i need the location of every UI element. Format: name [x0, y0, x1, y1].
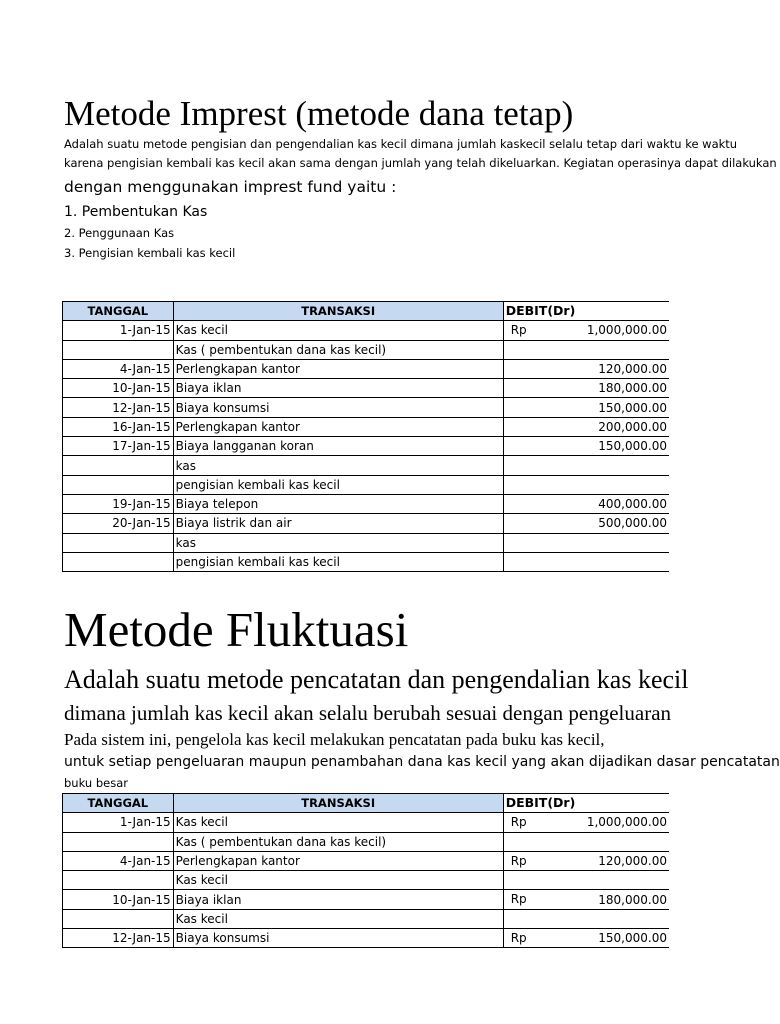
- debit-amount: 150,000.00: [598, 439, 667, 454]
- table-row: [63, 417, 670, 436]
- cell-tanggal: [63, 533, 174, 552]
- cell-debit: [503, 929, 669, 948]
- table-row: [63, 909, 670, 928]
- imprest-step-2: 2. Penggunaan Kas: [64, 226, 175, 240]
- fluktuasi-desc-line-1: Adalah suatu metode pencatatan dan pengendalian kas kecil: [64, 665, 689, 694]
- cell-tanggal: [63, 552, 174, 571]
- table-row: [63, 340, 670, 359]
- cell-transaksi: Kas kecil: [173, 321, 503, 340]
- fluktuasi-desc-line-5: buku besar: [64, 776, 128, 790]
- currency-label: Rp: [510, 323, 527, 338]
- debit-amount: 120,000.00: [598, 362, 667, 377]
- imprest-desc-line-1: Adalah suatu metode pengisian dan pengendalian kas kecil dimana jumlah kaskecil selalu tetap dari waktu ke waktu: [64, 137, 738, 151]
- cell-debit: [503, 552, 669, 571]
- table-row: [63, 321, 670, 340]
- cell-tanggal: [63, 871, 174, 890]
- cell-transaksi: Biaya iklan: [173, 890, 503, 909]
- debit-amount: 200,000.00: [598, 419, 667, 434]
- cell-transaksi: Kas kecil: [173, 909, 503, 928]
- cell-debit: [503, 340, 669, 359]
- cell-transaksi: Perlengkapan kantor: [173, 417, 503, 436]
- table-row: [63, 813, 670, 832]
- header-transaksi: TRANSAKSI: [173, 302, 503, 321]
- cell-debit: [503, 321, 669, 340]
- cell-transaksi: Kas ( pembentukan dana kas kecil): [173, 340, 503, 359]
- cell-debit: [503, 514, 669, 533]
- cell-transaksi: Perlengkapan kantor: [173, 359, 503, 378]
- header-tanggal: TANGGAL: [63, 794, 174, 813]
- cell-debit: [503, 909, 669, 928]
- cell-tanggal: 1-Jan-15: [63, 813, 174, 832]
- table-row: [63, 890, 670, 909]
- cell-debit: [503, 890, 669, 909]
- imprest-step-1: 1. Pembentukan Kas: [64, 204, 208, 220]
- table-row: [63, 475, 670, 494]
- cell-debit: [503, 437, 669, 456]
- cell-debit: [503, 871, 669, 890]
- table-row: [63, 456, 670, 475]
- cell-tanggal: [63, 340, 174, 359]
- debit-amount: 180,000.00: [598, 892, 667, 907]
- cell-debit: [503, 533, 669, 552]
- fluktuasi-ledger-table: [62, 793, 669, 948]
- cell-transaksi: Biaya listrik dan air: [173, 514, 503, 533]
- cell-tanggal: 4-Jan-15: [63, 851, 174, 870]
- table-header-row: [63, 794, 670, 813]
- table-row: [63, 398, 670, 417]
- cell-tanggal: [63, 832, 174, 851]
- imprest-desc-line-2: karena pengisian kembali kas kecil akan sama dengan jumlah yang telah dikeluarkan. Kegiatan operasinya dapat dilakukan: [64, 156, 777, 170]
- cell-transaksi: Biaya konsumsi: [173, 398, 503, 417]
- imprest-ledger-table: [62, 301, 669, 572]
- table-row: [63, 359, 670, 378]
- currency-label: Rp: [510, 892, 527, 907]
- cell-tanggal: 12-Jan-15: [63, 929, 174, 948]
- cell-transaksi: Biaya telepon: [173, 494, 503, 513]
- cell-transaksi: Kas kecil: [173, 813, 503, 832]
- debit-amount: 500,000.00: [598, 516, 667, 531]
- cell-debit: [503, 832, 669, 851]
- cell-tanggal: 1-Jan-15: [63, 321, 174, 340]
- cell-transaksi: pengisian kembali kas kecil: [173, 475, 503, 494]
- table-row: [63, 929, 670, 948]
- cell-tanggal: [63, 475, 174, 494]
- cell-tanggal: 17-Jan-15: [63, 437, 174, 456]
- cell-transaksi: pengisian kembali kas kecil: [173, 552, 503, 571]
- cell-transaksi: kas: [173, 456, 503, 475]
- debit-amount: 150,000.00: [598, 400, 667, 415]
- cell-debit: [503, 456, 669, 475]
- cell-tanggal: [63, 909, 174, 928]
- fluktuasi-desc-line-3: Pada sistem ini, pengelola kas kecil melakukan pencatatan pada buku kas kecil,: [64, 730, 605, 749]
- cell-transaksi: Kas kecil: [173, 871, 503, 890]
- table-row: [63, 494, 670, 513]
- cell-transaksi: Perlengkapan kantor: [173, 851, 503, 870]
- fluktuasi-desc-line-2: dimana jumlah kas kecil akan selalu berubah sesuai dengan pengeluaran: [64, 701, 672, 725]
- cell-transaksi: Kas ( pembentukan dana kas kecil): [173, 832, 503, 851]
- debit-amount: 150,000.00: [598, 931, 667, 946]
- cell-tanggal: [63, 456, 174, 475]
- table-row: [63, 379, 670, 398]
- cell-tanggal: 16-Jan-15: [63, 417, 174, 436]
- cell-tanggal: 12-Jan-15: [63, 398, 174, 417]
- currency-label: Rp: [510, 815, 527, 830]
- debit-amount: 120,000.00: [598, 854, 667, 869]
- debit-amount: 1,000,000.00: [586, 323, 667, 338]
- table-row: [63, 871, 670, 890]
- table-row: [63, 514, 670, 533]
- table-row: [63, 832, 670, 851]
- header-transaksi: TRANSAKSI: [173, 794, 503, 813]
- cell-tanggal: 10-Jan-15: [63, 379, 174, 398]
- cell-transaksi: kas: [173, 533, 503, 552]
- fluktuasi-desc-line-4: untuk setiap pengeluaran maupun penambahan dana kas kecil yang akan dijadikan dasar pencatatan: [64, 754, 780, 770]
- currency-label: Rp: [510, 853, 527, 868]
- imprest-desc-line-3: dengan menggunakan imprest fund yaitu :: [64, 178, 397, 196]
- cell-debit: [503, 475, 669, 494]
- cell-tanggal: 19-Jan-15: [63, 494, 174, 513]
- cell-tanggal: 20-Jan-15: [63, 514, 174, 533]
- debit-amount: 400,000.00: [598, 497, 667, 512]
- cell-debit: [503, 494, 669, 513]
- table-row: [63, 851, 670, 870]
- cell-transaksi: Biaya iklan: [173, 379, 503, 398]
- cell-debit: [503, 417, 669, 436]
- cell-transaksi: Biaya konsumsi: [173, 929, 503, 948]
- cell-debit: [503, 398, 669, 417]
- cell-debit: [503, 359, 669, 378]
- table-row: [63, 533, 670, 552]
- debit-amount: 180,000.00: [598, 381, 667, 396]
- cell-debit: [503, 813, 669, 832]
- cell-tanggal: 10-Jan-15: [63, 890, 174, 909]
- cell-debit: [503, 379, 669, 398]
- imprest-step-3: 3. Pengisian kembali kas kecil: [64, 246, 236, 260]
- cell-transaksi: Biaya langganan koran: [173, 437, 503, 456]
- currency-label: Rp: [510, 931, 527, 946]
- header-tanggal: TANGGAL: [63, 302, 174, 321]
- table-row: [63, 437, 670, 456]
- table-row: [63, 552, 670, 571]
- table-header-row: [63, 302, 670, 321]
- cell-tanggal: 4-Jan-15: [63, 359, 174, 378]
- imprest-title: Metode Imprest (metode dana tetap): [64, 94, 574, 133]
- cell-debit: [503, 851, 669, 870]
- header-debit: DEBIT(Dr): [503, 302, 669, 321]
- header-debit: DEBIT(Dr): [503, 794, 669, 813]
- debit-amount: 1,000,000.00: [586, 815, 667, 830]
- fluktuasi-title: Metode Fluktuasi: [64, 602, 409, 657]
